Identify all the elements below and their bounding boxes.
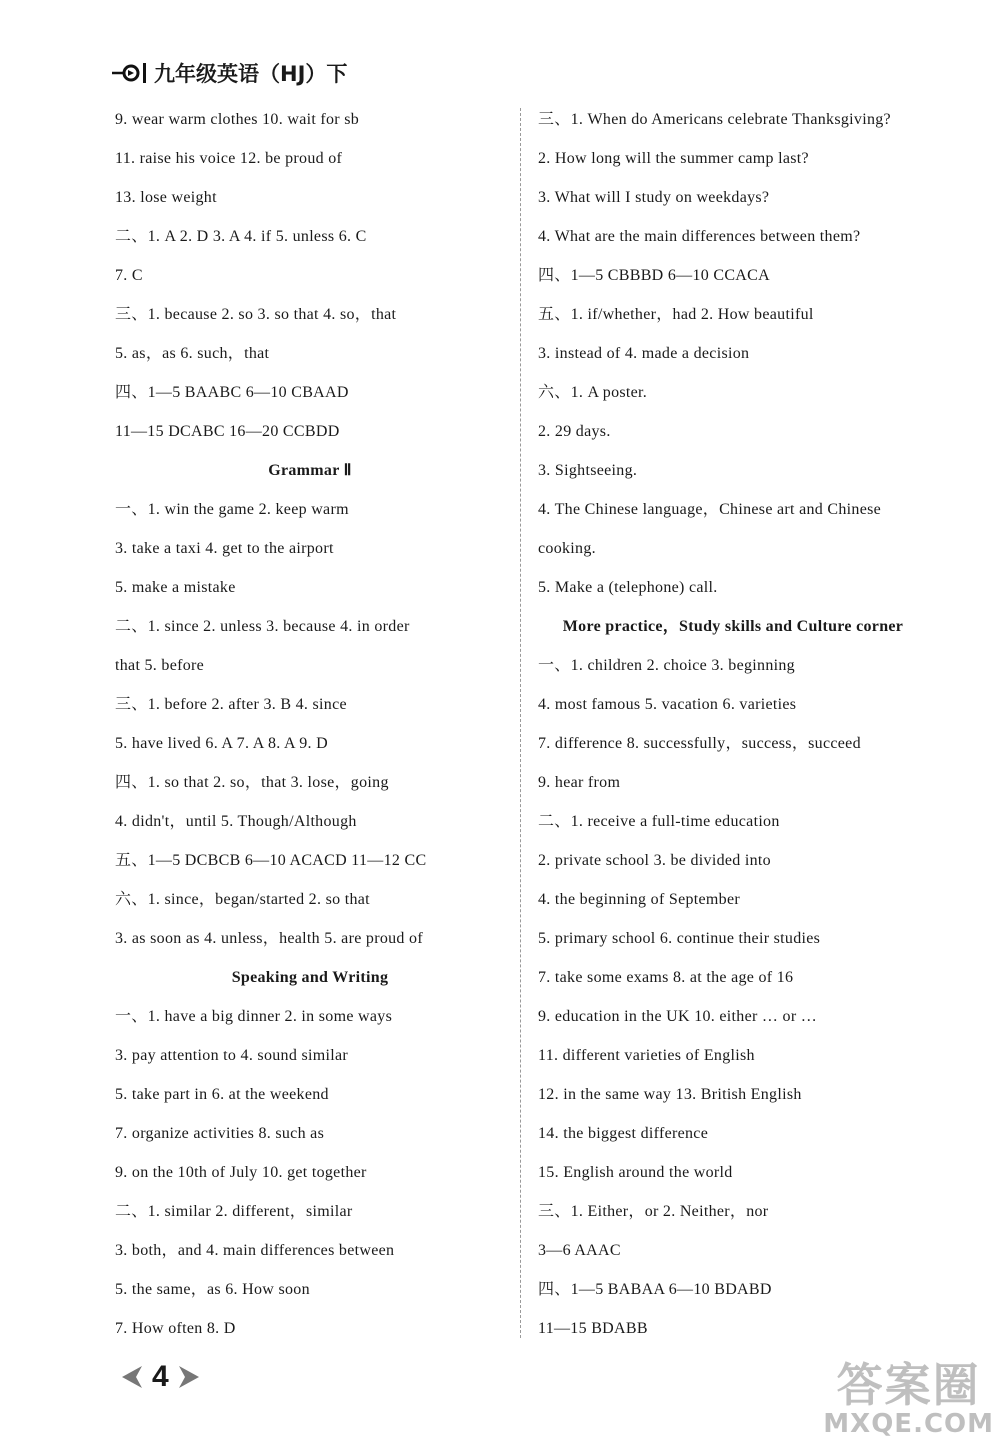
answer-line: 3. instead of 4. made a decision — [538, 345, 750, 362]
answer-line: 二、1. A 2. D 3. A 4. if 5. unless 6. C — [115, 228, 367, 245]
answer-line: 3. as soon as 4. unless，health 5. are proud of — [115, 930, 423, 947]
answer-line: 三、1. When do Americans celebrate Thanksgiving? — [538, 111, 891, 128]
answer-line: 13. lose weight — [115, 189, 217, 206]
answer-line: 二、1. similar 2. different，similar — [115, 1203, 353, 1220]
answer-line: 11. raise his voice 12. be proud of — [115, 150, 343, 167]
answer-line: 5. the same，as 6. How soon — [115, 1281, 310, 1298]
answer-line: 7. C — [115, 267, 143, 284]
answer-line: 一、1. children 2. choice 3. beginning — [538, 657, 795, 674]
answer-line: 4. didn't，until 5. Though/Although — [115, 813, 357, 830]
section-heading: Speaking and Writing — [231, 969, 389, 986]
answer-line: 3. What will I study on weekdays? — [538, 189, 770, 206]
answer-line: 5. Make a (telephone) call. — [538, 579, 718, 596]
answer-line: 9. on the 10th of July 10. get together — [115, 1164, 367, 1181]
answer-line: 二、1. receive a full-time education — [538, 813, 780, 830]
answer-line: 15. English around the world — [538, 1164, 733, 1181]
page-header — [112, 58, 347, 88]
answer-line: 12. in the same way 13. British English — [538, 1086, 802, 1103]
answer-line: 9. wear warm clothes 10. wait for sb — [115, 111, 360, 128]
watermark-en: MXQE.COM — [823, 1409, 994, 1439]
answer-line: that 5. before — [115, 657, 205, 674]
answer-line: 四、1—5 BAABC 6—10 CBAAD — [115, 384, 349, 401]
answer-line: 2. private school 3. be divided into — [538, 852, 771, 869]
answer-line: 3. take a taxi 4. get to the airport — [115, 540, 334, 557]
answer-line: 3. both，and 4. main differences between — [115, 1242, 395, 1259]
answer-line: 一、1. have a big dinner 2. in some ways — [115, 1008, 393, 1025]
answer-line: 三、1. Either，or 2. Neither，nor — [538, 1203, 769, 1220]
answer-line: 3—6 AAAC — [538, 1242, 621, 1259]
answer-line: 7. take some exams 8. at the age of 16 — [538, 969, 794, 986]
answer-line: 二、1. since 2. unless 3. because 4. in order — [115, 618, 410, 635]
left-answer-column — [115, 100, 515, 1348]
answer-line: 9. education in the UK 10. either … or … — [538, 1008, 818, 1025]
answer-line: 3. pay attention to 4. sound similar — [115, 1047, 348, 1064]
page-number-footer — [118, 1360, 203, 1394]
answer-line: 三、1. before 2. after 3. B 4. since — [115, 696, 347, 713]
answer-line: 11—15 DCABC 16—20 CCBDD — [115, 423, 340, 440]
right-arrow-icon — [177, 1364, 203, 1390]
answer-line: 9. hear from — [538, 774, 621, 791]
watermark-cn: 答案圈 — [836, 1358, 981, 1412]
page-number: 4 — [152, 1360, 169, 1393]
answer-line: 四、1—5 BABAA 6—10 BDABD — [538, 1281, 772, 1298]
section-heading: Grammar Ⅱ — [268, 462, 352, 479]
answer-line: 4. the beginning of September — [538, 891, 740, 908]
answer-line: 2. 29 days. — [538, 423, 611, 440]
answer-line: 5. take part in 6. at the weekend — [115, 1086, 329, 1103]
answer-line: 14. the biggest difference — [538, 1125, 709, 1142]
answer-line: 11—15 BDABB — [538, 1320, 648, 1337]
answer-line: 7. organize activities 8. such as — [115, 1125, 325, 1142]
left-arrow-icon — [118, 1364, 144, 1390]
answer-line: 四、1—5 CBBBD 6—10 CCACA — [538, 267, 770, 284]
answer-line: 五、1. if/whether，had 2. How beautiful — [538, 306, 814, 323]
answer-line: 三、1. because 2. so 3. so that 4. so，that — [115, 306, 397, 323]
book-logo-icon — [112, 60, 150, 86]
page-title: 九年级英语（HJ）下 — [154, 62, 348, 86]
answer-line: 5. have lived 6. A 7. A 8. A 9. D — [115, 735, 329, 752]
answer-line: 六、1. A poster. — [538, 384, 648, 401]
answer-line: 四、1. so that 2. so，that 3. lose，going — [115, 774, 389, 791]
answer-line: 六、1. since，began/started 2. so that — [115, 891, 370, 908]
answer-line: 4. The Chinese language，Chinese art and Chinese — [538, 501, 882, 518]
answer-line: 五、1—5 DCBCB 6—10 ACACD 11—12 CC — [115, 852, 427, 869]
answer-line: 一、1. win the game 2. keep warm — [115, 501, 349, 518]
answer-line: 5. make a mistake — [115, 579, 236, 596]
answer-line: 4. most famous 5. vacation 6. varieties — [538, 696, 797, 713]
answer-line: 4. What are the main differences between them? — [538, 228, 861, 245]
answer-line: 3. Sightseeing. — [538, 462, 638, 479]
column-divider — [520, 108, 521, 1338]
answer-line: 7. difference 8. successfully，success，succeed — [538, 735, 861, 752]
answer-line: 2. How long will the summer camp last? — [538, 150, 809, 167]
answer-line: 5. primary school 6. continue their studies — [538, 930, 821, 947]
right-answer-column — [538, 100, 938, 1348]
answer-line: 11. different varieties of English — [538, 1047, 755, 1064]
watermark — [823, 1349, 994, 1439]
answer-line: 5. as，as 6. such，that — [115, 345, 270, 362]
section-heading: More practice，Study skills and Culture corner — [562, 618, 904, 635]
answer-line: cooking. — [538, 540, 596, 557]
answer-line: 7. How often 8. D — [115, 1320, 236, 1337]
